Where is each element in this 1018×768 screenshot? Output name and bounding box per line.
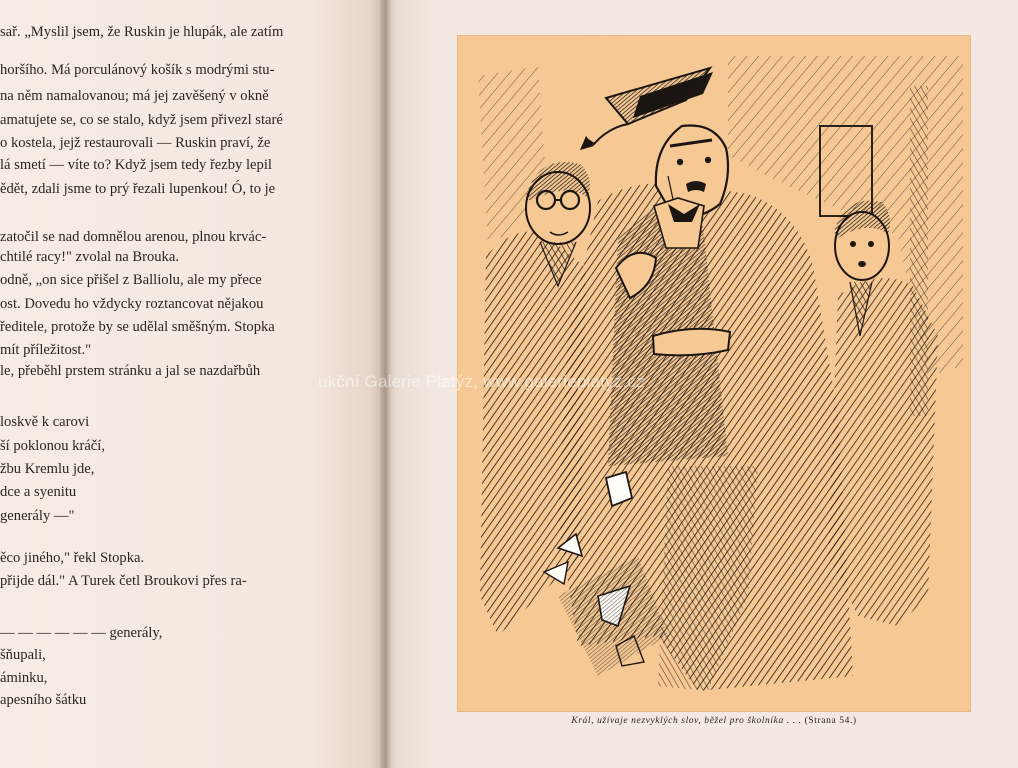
- caption-page-reference: (Strana 54.): [804, 716, 857, 726]
- text-line: o kostela, jejž restaurovali — Ruskin praví, že: [0, 135, 271, 151]
- text-line: žbu Kremlu jde,: [0, 461, 95, 477]
- caption-text: Král, užívaje nezvyklých slov, běžel pro školníka . . .: [571, 716, 802, 726]
- text-line: dce a syenitu: [0, 484, 77, 500]
- text-line: loskvě k carovi: [0, 414, 90, 430]
- text-line: lá smetí — víte to? Když jsem tedy řezby lepil: [0, 157, 272, 173]
- text-line: amatujete se, co se stalo, když jsem přivezl staré: [0, 112, 283, 128]
- text-line: mít příležitost.": [0, 342, 92, 358]
- text-line: zatočil se nad domnělou arenou, plnou krvác-: [0, 229, 267, 245]
- text-line: apesního šátku: [0, 692, 87, 708]
- text-line: na něm namalovanou; má jej zavěšený v okně: [0, 88, 269, 104]
- text-line: horšího. Má porculánový košík s modrými stu-: [0, 62, 275, 78]
- text-line: ost. Dovedu ho vždycky roztancovat nějakou: [0, 296, 264, 312]
- text-line: přijde dál." A Turek četl Broukovi přes ra-: [0, 573, 247, 589]
- text-line: chtilé racy!" zvolal na Brouka.: [0, 249, 179, 265]
- text-line: šňupali,: [0, 647, 46, 663]
- text-line: odně, „on sice přišel z Balliolu, ale my přece: [0, 272, 262, 288]
- text-line: ěco jiného," řekl Stopka.: [0, 550, 145, 566]
- text-line: ředitele, protože by se udělal směšným. Stopka: [0, 319, 275, 335]
- text-line: generály —": [0, 508, 75, 524]
- text-line: ědět, zdali jsme to prý řezali lupenkou! Ó, to je: [0, 181, 276, 197]
- watermark-text: ukční Galerie Platýz, www.galerieplatyz.cz: [318, 372, 645, 391]
- text-line: le, přeběhl prstem stránku a jal se nazdařbůh: [0, 363, 261, 379]
- illustration-caption: [458, 716, 970, 726]
- text-line: ší poklonou kráčí,: [0, 438, 105, 454]
- text-line: áminku,: [0, 670, 48, 686]
- text-line: — — — — — — generály,: [0, 625, 163, 641]
- text-line: sař. „Myslil jsem, že Ruskin je hlupák, ale zatím: [0, 24, 284, 40]
